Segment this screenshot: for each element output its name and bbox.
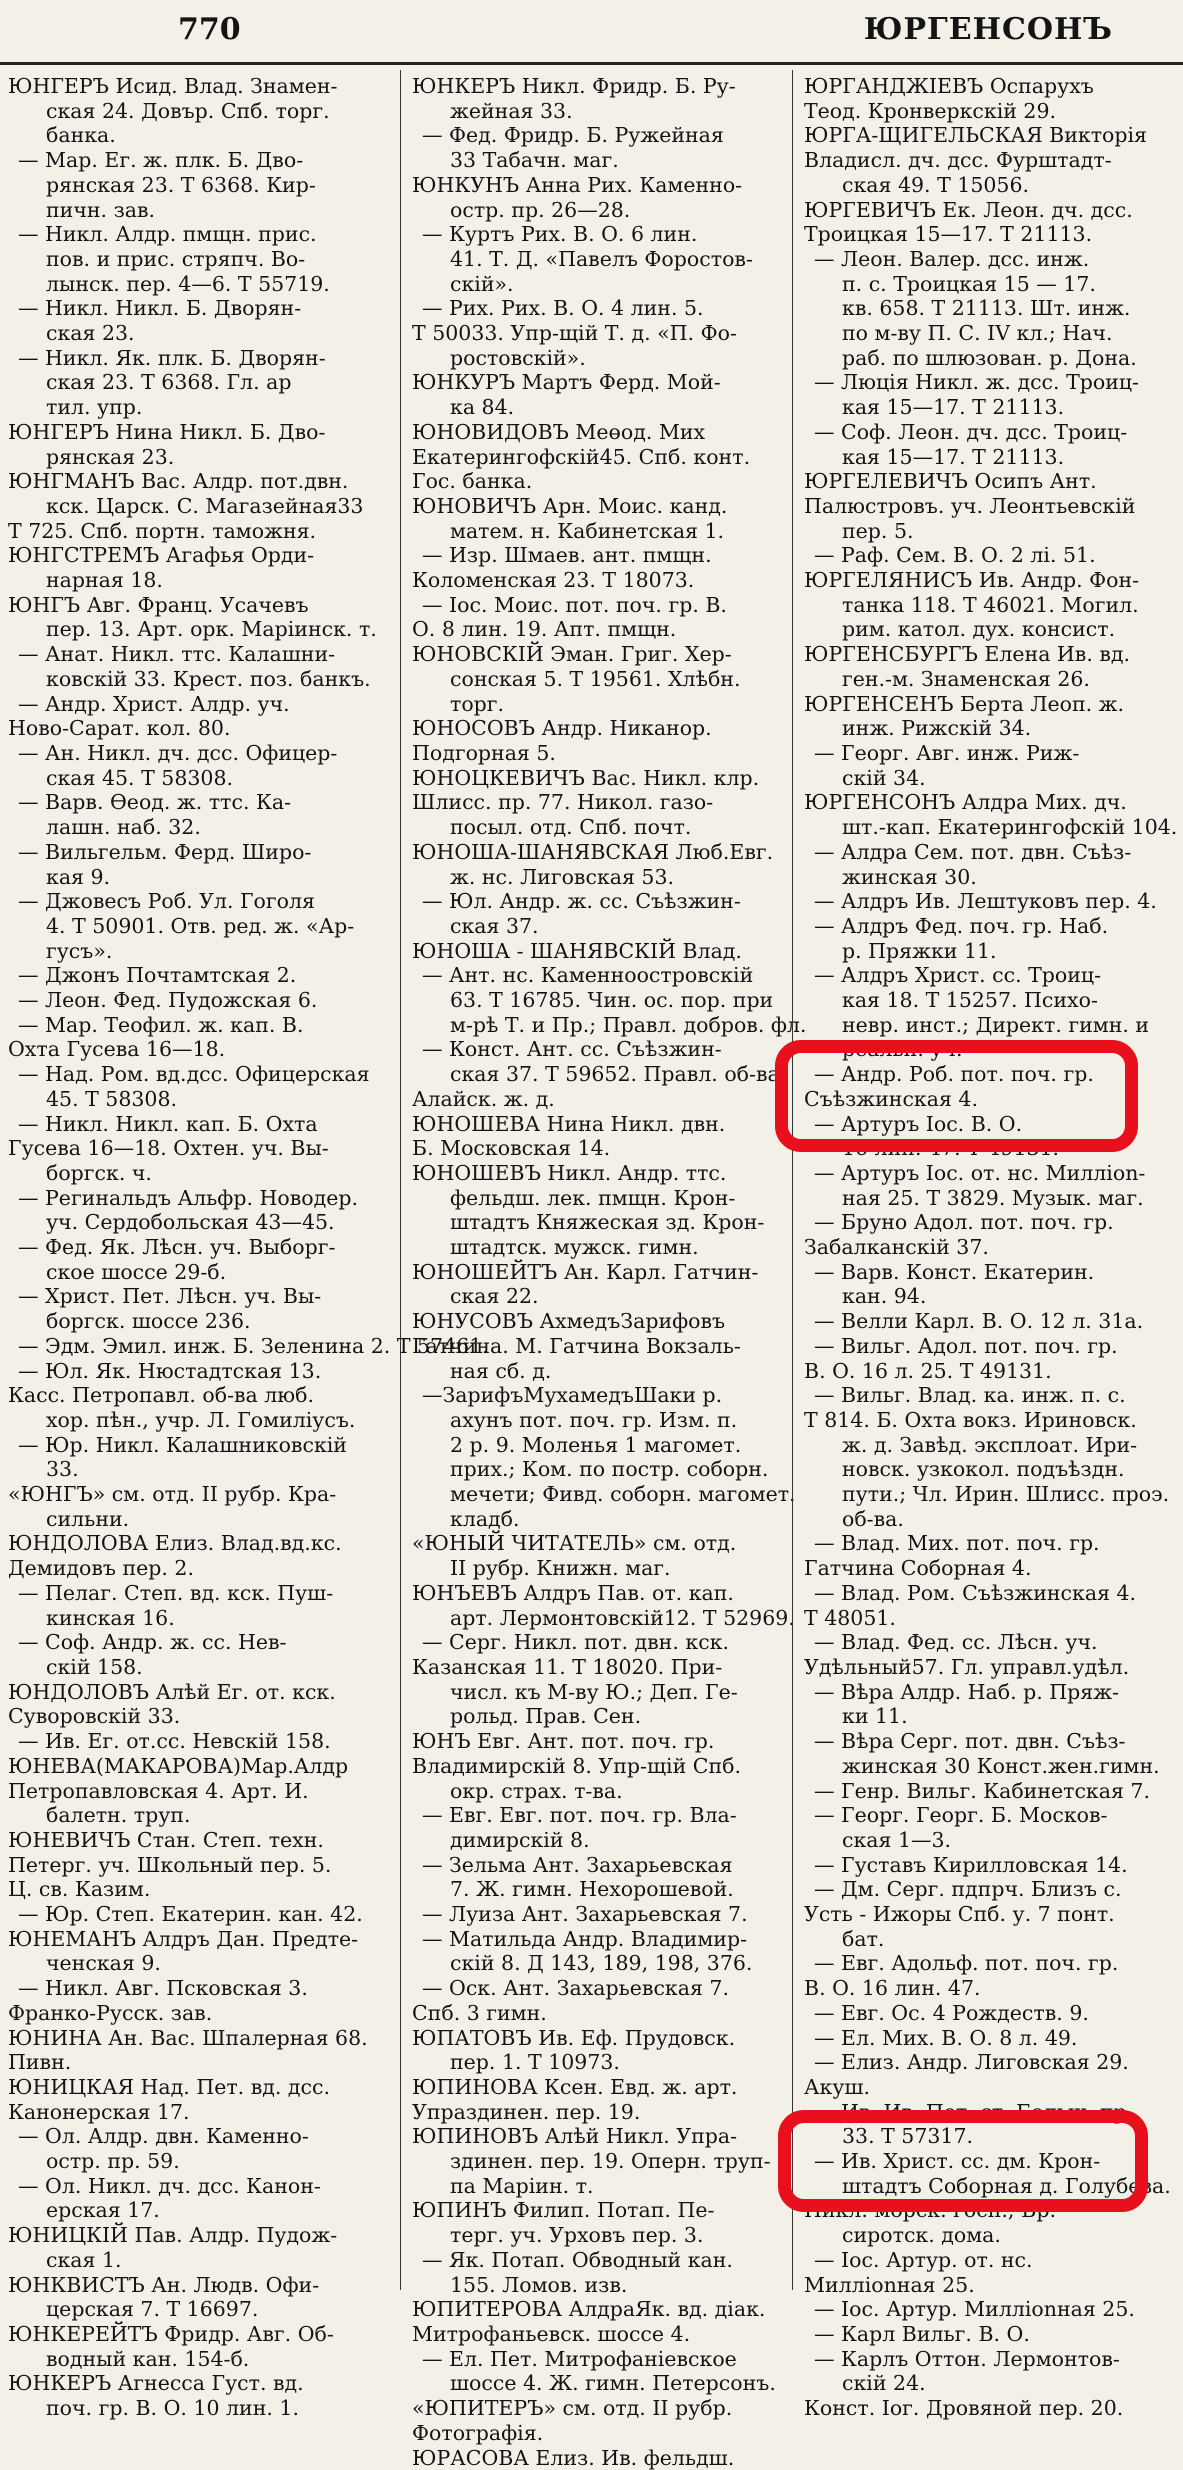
directory-line: В. О. 16 лин. 47. — [796, 1976, 1183, 2001]
directory-line: О. 8 лин. 19. Апт. пмщн. — [404, 617, 790, 642]
directory-column-3 — [796, 74, 1183, 2289]
directory-line: — Юл. Андр. ж. сс. Съѣзжин- — [404, 889, 790, 914]
directory-line: ЮНОША - ШАНЯВСКІЙ Влад. — [404, 939, 790, 964]
directory-line: ЮНИЦКАЯ Над. Пет. вд. дсс. — [0, 2075, 398, 2100]
directory-line: — Никл. Авг. Псковская 3. — [0, 1976, 398, 2001]
directory-line: Б. Московская 14. — [404, 1136, 790, 1161]
directory-line: — Алдръ Ив. Лештуковъ пер. 4. — [796, 889, 1183, 914]
directory-line: танка 118. Т 46021. Могил. — [796, 593, 1183, 618]
directory-line: шоссе 4. Ж. гимн. Петерсонъ. — [404, 2371, 790, 2396]
directory-line: м-рѣ Т. и Пр.; Правл. добров. фл. — [404, 1013, 790, 1038]
directory-line: жинская 30 Конст.жен.гимн. — [796, 1754, 1183, 1779]
red-highlight-mark — [775, 1040, 1138, 1152]
directory-line: — Карл Вильг. В. О. — [796, 2322, 1183, 2347]
directory-line: Акуш. — [796, 2075, 1183, 2100]
directory-line: Суворовскій 33. — [0, 1704, 398, 1729]
directory-line: кинская 16. — [0, 1606, 398, 1631]
directory-line: — Артуръ Іос. В. О. — [796, 1112, 1183, 1137]
directory-line: — Елиз. Андр. Лиговская 29. — [796, 2050, 1183, 2075]
directory-line: невр. инст.; Директ. гимн. и — [796, 1013, 1183, 1038]
directory-line: Фотографія. — [404, 2421, 790, 2446]
directory-line: — Конст. Ант. сс. Съѣзжин- — [404, 1037, 790, 1062]
directory-line: скій 8. Д 143, 189, 198, 376. — [404, 1951, 790, 1976]
directory-line: 7. Ж. гимн. Нехорошевой. — [404, 1877, 790, 1902]
directory-line: — Христ. Пет. Лѣсн. уч. Вы- — [0, 1284, 398, 1309]
directory-line: — Юр. Никл. Калашниковскій — [0, 1433, 398, 1458]
directory-line: по м-ву П. С. IV кл.; Нач. — [796, 321, 1183, 346]
directory-line: Пивн. — [0, 2050, 398, 2075]
directory-line: поч. гр. В. О. 10 лин. 1. — [0, 2396, 398, 2421]
directory-line: — Вѣра Алдр. Наб. р. Пряж- — [796, 1680, 1183, 1705]
directory-line: — Андр. Роб. пот. поч. гр. — [796, 1062, 1183, 1087]
directory-line: здинен. пер. 19. Оперн. труп- — [404, 2149, 790, 2174]
directory-line: — Ив. Ив. Пет. ст. Больш. пр. — [796, 2100, 1183, 2125]
directory-line: 45. Т 58308. — [0, 1087, 398, 1112]
directory-column-1 — [0, 74, 398, 2289]
directory-line: 33 Табачн. маг. — [404, 148, 790, 173]
directory-line: Охта Гусева 16—18. — [0, 1037, 398, 1062]
directory-line: Демидовъ пер. 2. — [0, 1556, 398, 1581]
directory-line: ЮНОШЕЙТЪ Ан. Карл. Гатчин- — [404, 1260, 790, 1285]
directory-line: 4. Т 50901. Отв. ред. ж. «Ар- — [0, 914, 398, 939]
directory-line: Шлисс. пр. 77. Никол. газо- — [404, 790, 790, 815]
directory-line: Миллionная 25. — [796, 2273, 1183, 2298]
directory-line: — Ел. Пет. Митрофаніевское — [404, 2347, 790, 2372]
directory-line: Т 48051. — [796, 1606, 1183, 1631]
directory-line: Франко-Русск. зав. — [0, 2001, 398, 2026]
directory-line: — Джовесъ Роб. Ул. Гоголя — [0, 889, 398, 914]
directory-line: — Джонъ Почтамтская 2. — [0, 963, 398, 988]
directory-line: — Евг. Ос. 4 Рождеств. 9. — [796, 2001, 1183, 2026]
directory-line: п. с. Троицкая 15 — 17. — [796, 272, 1183, 297]
directory-line: раб. по шлюзован. р. Дона. — [796, 346, 1183, 371]
directory-line: ЮНГЪ Авг. Франц. Усачевъ — [0, 593, 398, 618]
directory-line: штадтъ Соборная д. Голубева. — [796, 2174, 1183, 2199]
directory-line: ЮПИТЕРОВА АлдраЯк. вд. діак. — [404, 2297, 790, 2322]
directory-line: — Никл. Никл. кап. Б. Охта — [0, 1112, 398, 1137]
directory-line: — Серг. Никл. пот. двн. кск. — [404, 1630, 790, 1655]
directory-line: Никл. морск. госп.; Вр. — [796, 2198, 1183, 2223]
directory-line: ЮНОШЕВЪ Никл. Андр. ттс. — [404, 1161, 790, 1186]
directory-line: Т 50033. Упр-щій Т. д. «П. Фо- — [404, 321, 790, 346]
directory-line: Троицкая 15—17. Т 21113. — [796, 222, 1183, 247]
directory-line: па Маріин. т. — [404, 2174, 790, 2199]
directory-line: остр. пр. 59. — [0, 2149, 398, 2174]
directory-line: штадтъ Княжеская зд. Крон- — [404, 1210, 790, 1235]
directory-line: Удѣльный57. Гл. управл.удѣл. — [796, 1655, 1183, 1680]
directory-line: 16 лин. 47. Т 49131. — [796, 1136, 1183, 1161]
directory-line: — Велли Карл. В. О. 12 л. 31а. — [796, 1309, 1183, 1334]
directory-line: скій 24. — [796, 2371, 1183, 2396]
directory-line: ЮРГЕНСЕНЪ Берта Леоп. ж. — [796, 692, 1183, 717]
directory-line: ЮНЕМАНЪ Алдръ Дан. Предте- — [0, 1927, 398, 1952]
directory-line: ЮРГАНДЖІЕВЪ Оспарухъ — [796, 74, 1183, 99]
directory-line: ЮНЪ Евг. Ант. пот. поч. гр. — [404, 1729, 790, 1754]
directory-line: ЮНГСТРЕМЪ Агафья Орди- — [0, 543, 398, 568]
directory-line: ЮНЕВА(МАКАРОВА)Мар.Алдр — [0, 1754, 398, 1779]
directory-line: ЮНКУНЪ Анна Рих. Каменно- — [404, 173, 790, 198]
directory-line: скій 34. — [796, 766, 1183, 791]
directory-line: Митрофаньевск. шоссе 4. — [404, 2322, 790, 2347]
directory-line: кв. 658. Т 21113. Шт. инж. — [796, 296, 1183, 321]
directory-line: матем. н. Кабинетская 1. — [404, 519, 790, 544]
directory-line: кан. 94. — [796, 1284, 1183, 1309]
directory-line: ЮНДОЛОВА Елиз. Влад.вд.кс. — [0, 1531, 398, 1556]
directory-line: ская 22. — [404, 1284, 790, 1309]
directory-line: Гусева 16—18. Охтен. уч. Вы- — [0, 1136, 398, 1161]
directory-line: терг. уч. Урховъ пер. 3. — [404, 2223, 790, 2248]
header-rule — [0, 62, 1183, 65]
directory-line: Алайск. ж. д. — [404, 1087, 790, 1112]
directory-line: ЮРГЕНСБУРГЪ Елена Ив. вд. — [796, 642, 1183, 667]
directory-line: — Ан. Никл. дч. дсс. Офицер- — [0, 741, 398, 766]
page-header — [0, 0, 1183, 62]
directory-line: — Ант. нс. Каменноостровскій — [404, 963, 790, 988]
directory-line: Т 814. Б. Охта вокз. Ириновск. — [796, 1408, 1183, 1433]
directory-line: — Евг. Адольф. пот. поч. гр. — [796, 1951, 1183, 1976]
directory-line: Упраздинен. пер. 19. — [404, 2100, 790, 2125]
directory-line: Ново-Сарат. кол. 80. — [0, 716, 398, 741]
directory-line: ская 24. Довър. Спб. торг. — [0, 99, 398, 124]
directory-line: об-ва. — [796, 1507, 1183, 1532]
directory-line: Казанская 11. Т 18020. При- — [404, 1655, 790, 1680]
directory-line: ЮНОВСКІЙ Эман. Григ. Хер- — [404, 642, 790, 667]
directory-line: боргск. шоссе 236. — [0, 1309, 398, 1334]
directory-line: Гатчина. М. Гатчина Вокзаль- — [404, 1334, 790, 1359]
directory-line: ЮНЕВИЧЪ Стан. Степ. техн. — [0, 1828, 398, 1853]
directory-line: — Дм. Серг. пдпрч. Близъ с. — [796, 1877, 1183, 1902]
directory-line: — Матильда Андр. Владимир- — [404, 1927, 790, 1952]
directory-line: ЮНИЦКІЙ Пав. Алдр. Пудож- — [0, 2223, 398, 2248]
directory-line: Канонерская 17. — [0, 2100, 398, 2125]
directory-line: ская 23. Т 6368. Гл. ар — [0, 370, 398, 395]
directory-line: ская 37. — [404, 914, 790, 939]
directory-line: ЮРГЕЛЯНИСЪ Ив. Андр. Фон- — [796, 568, 1183, 593]
directory-line: ЮПИНОВА Ксен. Евд. ж. арт. — [404, 2075, 790, 2100]
directory-line: — Іос. Моис. пот. поч. гр. В. — [404, 593, 790, 618]
directory-line: жинская 30. — [796, 865, 1183, 890]
directory-line: — Пелаг. Степ. вд. кск. Пуш- — [0, 1581, 398, 1606]
directory-line: Петропавловская 4. Арт. И. — [0, 1779, 398, 1804]
directory-line: — Никл. Як. плк. Б. Дворян- — [0, 346, 398, 371]
directory-line: ЮНГЕРЪ Исид. Влад. Знамен- — [0, 74, 398, 99]
directory-line: ЮНЪЕВЪ Алдръ Пав. от. кап. — [404, 1581, 790, 1606]
directory-line: ная 25. Т 3829. Музык. маг. — [796, 1186, 1183, 1211]
directory-line: лынск. пер. 4—6. Т 55719. — [0, 272, 398, 297]
column-divider — [400, 70, 401, 2290]
directory-line: прих.; Ком. по постр. соборн. — [404, 1457, 790, 1482]
directory-line: Гос. банка. — [404, 469, 790, 494]
directory-line: ерская 17. — [0, 2198, 398, 2223]
directory-line: — Генр. Вильг. Кабинетская 7. — [796, 1779, 1183, 1804]
directory-line: Палюстровъ. уч. Леонтьевскій — [796, 494, 1183, 519]
directory-line: ЮНОША-ШАНЯВСКАЯ Люб.Евг. — [404, 840, 790, 865]
directory-line: ЮНКЕРЪ Агнесса Густ. вд. — [0, 2371, 398, 2396]
directory-line: ская 23. — [0, 321, 398, 346]
directory-line: Екатерингофскій45. Спб. конт. — [404, 445, 790, 470]
directory-line: — Регинальдъ Альфр. Новодер. — [0, 1186, 398, 1211]
directory-line: ЮНОШЕВА Нина Никл. двн. — [404, 1112, 790, 1137]
directory-line: — Карлъ Оттон. Лермонтов- — [796, 2347, 1183, 2372]
directory-line: II рубр. Книжн. маг. — [404, 1556, 790, 1581]
directory-column-2 — [404, 74, 790, 2289]
directory-line: — Анат. Никл. ттс. Калашни- — [0, 642, 398, 667]
directory-line: —ЗарифъМухамедъШаки р. — [404, 1383, 790, 1408]
directory-line: — Эдм. Эмил. инж. Б. Зеленина 2. Т 57461. — [0, 1334, 398, 1359]
directory-line: Подгорная 5. — [404, 741, 790, 766]
directory-line: ЮРАСОВА Елиз. Ив. фельдш. — [404, 2446, 790, 2470]
directory-line: — Над. Ром. вд.дсс. Офицерская — [0, 1062, 398, 1087]
directory-line: — Як. Потап. Обводный кан. — [404, 2248, 790, 2273]
directory-line: пер. 13. Арт. орк. Маріинск. т. — [0, 617, 398, 642]
directory-line: ЮРГЕНСОНЪ Алдра Мих. дч. — [796, 790, 1183, 815]
directory-line: — Зельма Ант. Захарьевская — [404, 1853, 790, 1878]
directory-line: ская 1—3. — [796, 1828, 1183, 1853]
directory-line: Владисл. дч. дсс. Фурштадт- — [796, 148, 1183, 173]
directory-line: — Юл. Як. Нюстадтская 13. — [0, 1359, 398, 1384]
directory-line: ЮРГЕВИЧЪ Ек. Леон. дч. дсс. — [796, 198, 1183, 223]
directory-line: ЮНГМАНЪ Вас. Алдр. пот.двн. — [0, 469, 398, 494]
directory-line: — Іос. Артур. Миллionная 25. — [796, 2297, 1183, 2322]
directory-line: — Густавъ Кирилловская 14. — [796, 1853, 1183, 1878]
directory-line: инж. Рижскій 34. — [796, 716, 1183, 741]
directory-line: 63. Т 16785. Чин. ос. пор. при — [404, 988, 790, 1013]
directory-line: 2 р. 9. Моленья 1 магомет. — [404, 1433, 790, 1458]
directory-line: ЮНОВИДОВЪ Меөод. Мих — [404, 420, 790, 445]
directory-line: окр. страх. т-ва. — [404, 1779, 790, 1804]
directory-line: ЮНОЦКЕВИЧЪ Вас. Никл. клр. — [404, 766, 790, 791]
directory-line: 41. Т. Д. «Павелъ Форостов- — [404, 247, 790, 272]
directory-line: кая 18. Т 15257. Психо- — [796, 988, 1183, 1013]
directory-line: кая 15—17. Т 21113. — [796, 445, 1183, 470]
directory-line: ЮНКЕРЕЙТЪ Фридр. Авг. Об- — [0, 2322, 398, 2347]
directory-line: Съѣзжинская 4. — [796, 1087, 1183, 1112]
directory-line: — Вильгельм. Ферд. Широ- — [0, 840, 398, 865]
directory-line: рянская 23. Т 6368. Кир- — [0, 173, 398, 198]
directory-line: — Соф. Леон. дч. дсс. Троиц- — [796, 420, 1183, 445]
directory-line: Касс. Петропавл. об-ва люб. — [0, 1383, 398, 1408]
directory-line: банка. — [0, 123, 398, 148]
directory-line: ская 45. Т 58308. — [0, 766, 398, 791]
red-highlight-mark — [778, 2110, 1148, 2212]
directory-line: ЮПАТОВЪ Ив. Еф. Прудовск. — [404, 2026, 790, 2051]
directory-line: — Артуръ Іос. от. нс. Миллion- — [796, 1161, 1183, 1186]
directory-line: Конст. Іог. Дровяной пер. 20. — [796, 2396, 1183, 2421]
directory-line: — Соф. Андр. ж. сс. Нев- — [0, 1630, 398, 1655]
directory-line: — Раф. Сем. В. О. 2 лі. 51. — [796, 543, 1183, 568]
directory-line: пичн. зав. — [0, 198, 398, 223]
directory-line: — Андр. Христ. Алдр. уч. — [0, 692, 398, 717]
directory-line: — Изр. Шмаев. ант. пмщн. — [404, 543, 790, 568]
directory-line: ахунъ пот. поч. гр. Изм. п. — [404, 1408, 790, 1433]
directory-line: фельдш. лек. пмщн. Крон- — [404, 1186, 790, 1211]
directory-line: пер. 5. — [796, 519, 1183, 544]
directory-line: ЮНГЕРЪ Нина Никл. Б. Дво- — [0, 420, 398, 445]
directory-line: Усть - Ижоры Спб. у. 7 понт. — [796, 1902, 1183, 1927]
directory-line: 33. Т 57317. — [796, 2124, 1183, 2149]
directory-line: гусъ». — [0, 939, 398, 964]
directory-line: ки 11. — [796, 1704, 1183, 1729]
directory-line: кая 15—17. Т 21113. — [796, 395, 1183, 420]
directory-line: Петерг. уч. Школьный пер. 5. — [0, 1853, 398, 1878]
running-head: ЮРГЕНСОНЪ — [864, 12, 1113, 47]
directory-line: — Луиза Ант. Захарьевская 7. — [404, 1902, 790, 1927]
directory-line: «ЮПИТЕРЪ» см. отд. II рубр. — [404, 2396, 790, 2421]
directory-line: — Варв. Конст. Екатерин. — [796, 1260, 1183, 1285]
directory-line: водный кан. 154-б. — [0, 2347, 398, 2372]
directory-line: В. О. 16 л. 25. Т 49131. — [796, 1359, 1183, 1384]
directory-line: 33. — [0, 1457, 398, 1482]
directory-line: Т 725. Спб. портн. таможня. — [0, 519, 398, 544]
directory-line: 155. Ломов. изв. — [404, 2273, 790, 2298]
directory-line: — Варв. Өеод. ж. ттс. Ка- — [0, 790, 398, 815]
directory-line: лашн. наб. 32. — [0, 815, 398, 840]
directory-line: — Ол. Алдр. двн. Каменно- — [0, 2124, 398, 2149]
directory-line: ЮРГЕЛЕВИЧЪ Осипъ Ант. — [796, 469, 1183, 494]
directory-line: ка 84. — [404, 395, 790, 420]
directory-line: ростовскій». — [404, 346, 790, 371]
directory-line: балетн. труп. — [0, 1803, 398, 1828]
directory-line: скій». — [404, 272, 790, 297]
directory-line: скій 158. — [0, 1655, 398, 1680]
directory-line: рольд. Прав. Сен. — [404, 1704, 790, 1729]
directory-line: тил. упр. — [0, 395, 398, 420]
directory-line: ж. д. Завѣд. эксплоат. Ири- — [796, 1433, 1183, 1458]
directory-line: — Юр. Степ. Екатерин. кан. 42. — [0, 1902, 398, 1927]
page-number: 770 — [178, 12, 241, 47]
directory-line: реальн. уч. — [796, 1037, 1183, 1062]
directory-line: штадтск. мужск. гимн. — [404, 1235, 790, 1260]
directory-line: ЮНОВИЧЪ Арн. Моис. канд. — [404, 494, 790, 519]
directory-line: Владимирскій 8. Упр-щій Спб. — [404, 1754, 790, 1779]
directory-line: торг. — [404, 692, 790, 717]
directory-line: кая 9. — [0, 865, 398, 890]
directory-line: — Алдръ Христ. сс. Троиц- — [796, 963, 1183, 988]
directory-line: сильни. — [0, 1507, 398, 1532]
directory-line: ское шоссе 29-б. — [0, 1260, 398, 1285]
directory-line: ЮНДОЛОВЪ Алѣй Ег. от. кск. — [0, 1680, 398, 1705]
directory-line: — Никл. Никл. Б. Дворян- — [0, 296, 398, 321]
directory-line: Гатчина Соборная 4. — [796, 1556, 1183, 1581]
directory-line: сонская 5. Т 19561. Хлѣбн. — [404, 667, 790, 692]
directory-line: рим. катол. дух. консист. — [796, 617, 1183, 642]
directory-line: ЮРГА-ЩИГЕЛЬСКАЯ Викторія — [796, 123, 1183, 148]
directory-line: — Влад. Фед. сс. Лѣсн. уч. — [796, 1630, 1183, 1655]
directory-line: — Фед. Як. Лѣсн. уч. Выборг- — [0, 1235, 398, 1260]
directory-line: Коломенская 23. Т 18073. — [404, 568, 790, 593]
directory-line: шт.-кап. Екатерингофскій 104. — [796, 815, 1183, 840]
directory-line: ген.-м. Знаменская 26. — [796, 667, 1183, 692]
directory-line: — Бруно Адол. пот. поч. гр. — [796, 1210, 1183, 1235]
directory-line: ЮНКЕРЪ Никл. Фридр. Б. Ру- — [404, 74, 790, 99]
directory-line: новск. узкокол. подъѣздн. — [796, 1457, 1183, 1482]
directory-line: — Рих. Рих. В. О. 4 лин. 5. — [404, 296, 790, 321]
directory-line: кск. Царск. С. Магазейная33 — [0, 494, 398, 519]
directory-line: ская 49. Т 15056. — [796, 173, 1183, 198]
directory-line: — Ив. Христ. сс. дм. Крон- — [796, 2149, 1183, 2174]
directory-line: — Вѣра Серг. пот. двн. Съѣз- — [796, 1729, 1183, 1754]
directory-line: пов. и прис. стряпч. Во- — [0, 247, 398, 272]
directory-line: ЮПИНОВЪ Алѣй Никл. Упра- — [404, 2124, 790, 2149]
directory-line: числ. къ М-ву Ю.; Деп. Ге- — [404, 1680, 790, 1705]
directory-line: — Ив. Ег. от.сс. Невскій 158. — [0, 1729, 398, 1754]
directory-line: уч. Сердобольская 43—45. — [0, 1210, 398, 1235]
directory-line: Спб. 3 гимн. — [404, 2001, 790, 2026]
directory-line: «ЮНЫЙ ЧИТАТЕЛЬ» см. отд. — [404, 1531, 790, 1556]
directory-line: «ЮНГЪ» см. отд. II рубр. Кра- — [0, 1482, 398, 1507]
directory-line: — Ол. Никл. дч. дсс. Канон- — [0, 2174, 398, 2199]
directory-line: — Евг. Евг. пот. поч. гр. Вла- — [404, 1803, 790, 1828]
directory-line: — Мар. Теофил. ж. кап. В. — [0, 1013, 398, 1038]
directory-line: ж. нс. Лиговская 53. — [404, 865, 790, 890]
directory-line: ЮНУСОВЪ АхмедъЗарифовъ — [404, 1309, 790, 1334]
directory-line: — Куртъ Рих. В. О. 6 лин. — [404, 222, 790, 247]
directory-line: Ц. св. Казим. — [0, 1877, 398, 1902]
directory-line: р. Пряжки 11. — [796, 939, 1183, 964]
directory-line: — Люція Никл. ж. дсс. Троиц- — [796, 370, 1183, 395]
directory-line: — Леон. Фед. Пудожская 6. — [0, 988, 398, 1013]
directory-line: ская 37. Т 59652. Правл. об-ва — [404, 1062, 790, 1087]
directory-line: — Влад. Мих. пот. поч. гр. — [796, 1531, 1183, 1556]
directory-line: — Георг. Георг. Б. Москов- — [796, 1803, 1183, 1828]
directory-line: димирскій 8. — [404, 1828, 790, 1853]
directory-line: ЮНКВИСТЪ Ан. Людв. Офи- — [0, 2273, 398, 2298]
directory-line: жейная 33. — [404, 99, 790, 124]
directory-line: — Мар. Ег. ж. плк. Б. Дво- — [0, 148, 398, 173]
directory-line: кладб. — [404, 1507, 790, 1532]
directory-line: сиротск. дома. — [796, 2223, 1183, 2248]
directory-line: посыл. отд. Спб. почт. — [404, 815, 790, 840]
directory-line: рянская 23. — [0, 445, 398, 470]
directory-line: ная сб. д. — [404, 1359, 790, 1384]
directory-line: ЮНИНА Ан. Вас. Шпалерная 68. — [0, 2026, 398, 2051]
directory-line: ченская 9. — [0, 1951, 398, 1976]
directory-line: Теод. Кронверкскій 29. — [796, 99, 1183, 124]
directory-line: — Влад. Ром. Съѣзжинская 4. — [796, 1581, 1183, 1606]
directory-line: ЮНКУРЪ Мартъ Ферд. Мой- — [404, 370, 790, 395]
directory-line: ская 1. — [0, 2248, 398, 2273]
directory-line: боргск. ч. — [0, 1161, 398, 1186]
directory-line: нарная 18. — [0, 568, 398, 593]
directory-line: Забалканскій 37. — [796, 1235, 1183, 1260]
directory-line: — Вильг. Влад. ка. инж. п. с. — [796, 1383, 1183, 1408]
directory-line: мечети; Фивд. соборн. магомет. — [404, 1482, 790, 1507]
directory-line: бат. — [796, 1927, 1183, 1952]
directory-line: ковскій 33. Крест. поз. банкъ. — [0, 667, 398, 692]
directory-line: арт. Лермонтовскій12. Т 52969. — [404, 1606, 790, 1631]
directory-line: пер. 1. Т 10973. — [404, 2050, 790, 2075]
directory-line: ЮПИНЪ Филип. Потап. Пе- — [404, 2198, 790, 2223]
directory-line: — Георг. Авг. инж. Риж- — [796, 741, 1183, 766]
directory-line: — Фед. Фридр. Б. Ружейная — [404, 123, 790, 148]
directory-line: — Алдръ Фед. поч. гр. Наб. — [796, 914, 1183, 939]
directory-line: — Оск. Ант. Захарьевская 7. — [404, 1976, 790, 2001]
directory-line: — Никл. Алдр. пмщн. прис. — [0, 222, 398, 247]
directory-line: остр. пр. 26—28. — [404, 198, 790, 223]
directory-line: церская 7. Т 16697. — [0, 2297, 398, 2322]
directory-line: ЮНОСОВЪ Андр. Никанор. — [404, 716, 790, 741]
directory-line: пути.; Чл. Ирин. Шлисс. проэ. — [796, 1482, 1183, 1507]
directory-line: — Іос. Артур. от. нс. — [796, 2248, 1183, 2273]
directory-line: — Вильг. Адол. пот. поч. гр. — [796, 1334, 1183, 1359]
directory-line: — Ел. Мих. В. О. 8 л. 49. — [796, 2026, 1183, 2051]
directory-line: — Леон. Валер. дсс. инж. — [796, 247, 1183, 272]
directory-line: — Алдра Сем. пот. двн. Съѣз- — [796, 840, 1183, 865]
column-divider — [792, 70, 793, 2290]
directory-line: хор. пѣн., учр. Л. Гомилiусъ. — [0, 1408, 398, 1433]
